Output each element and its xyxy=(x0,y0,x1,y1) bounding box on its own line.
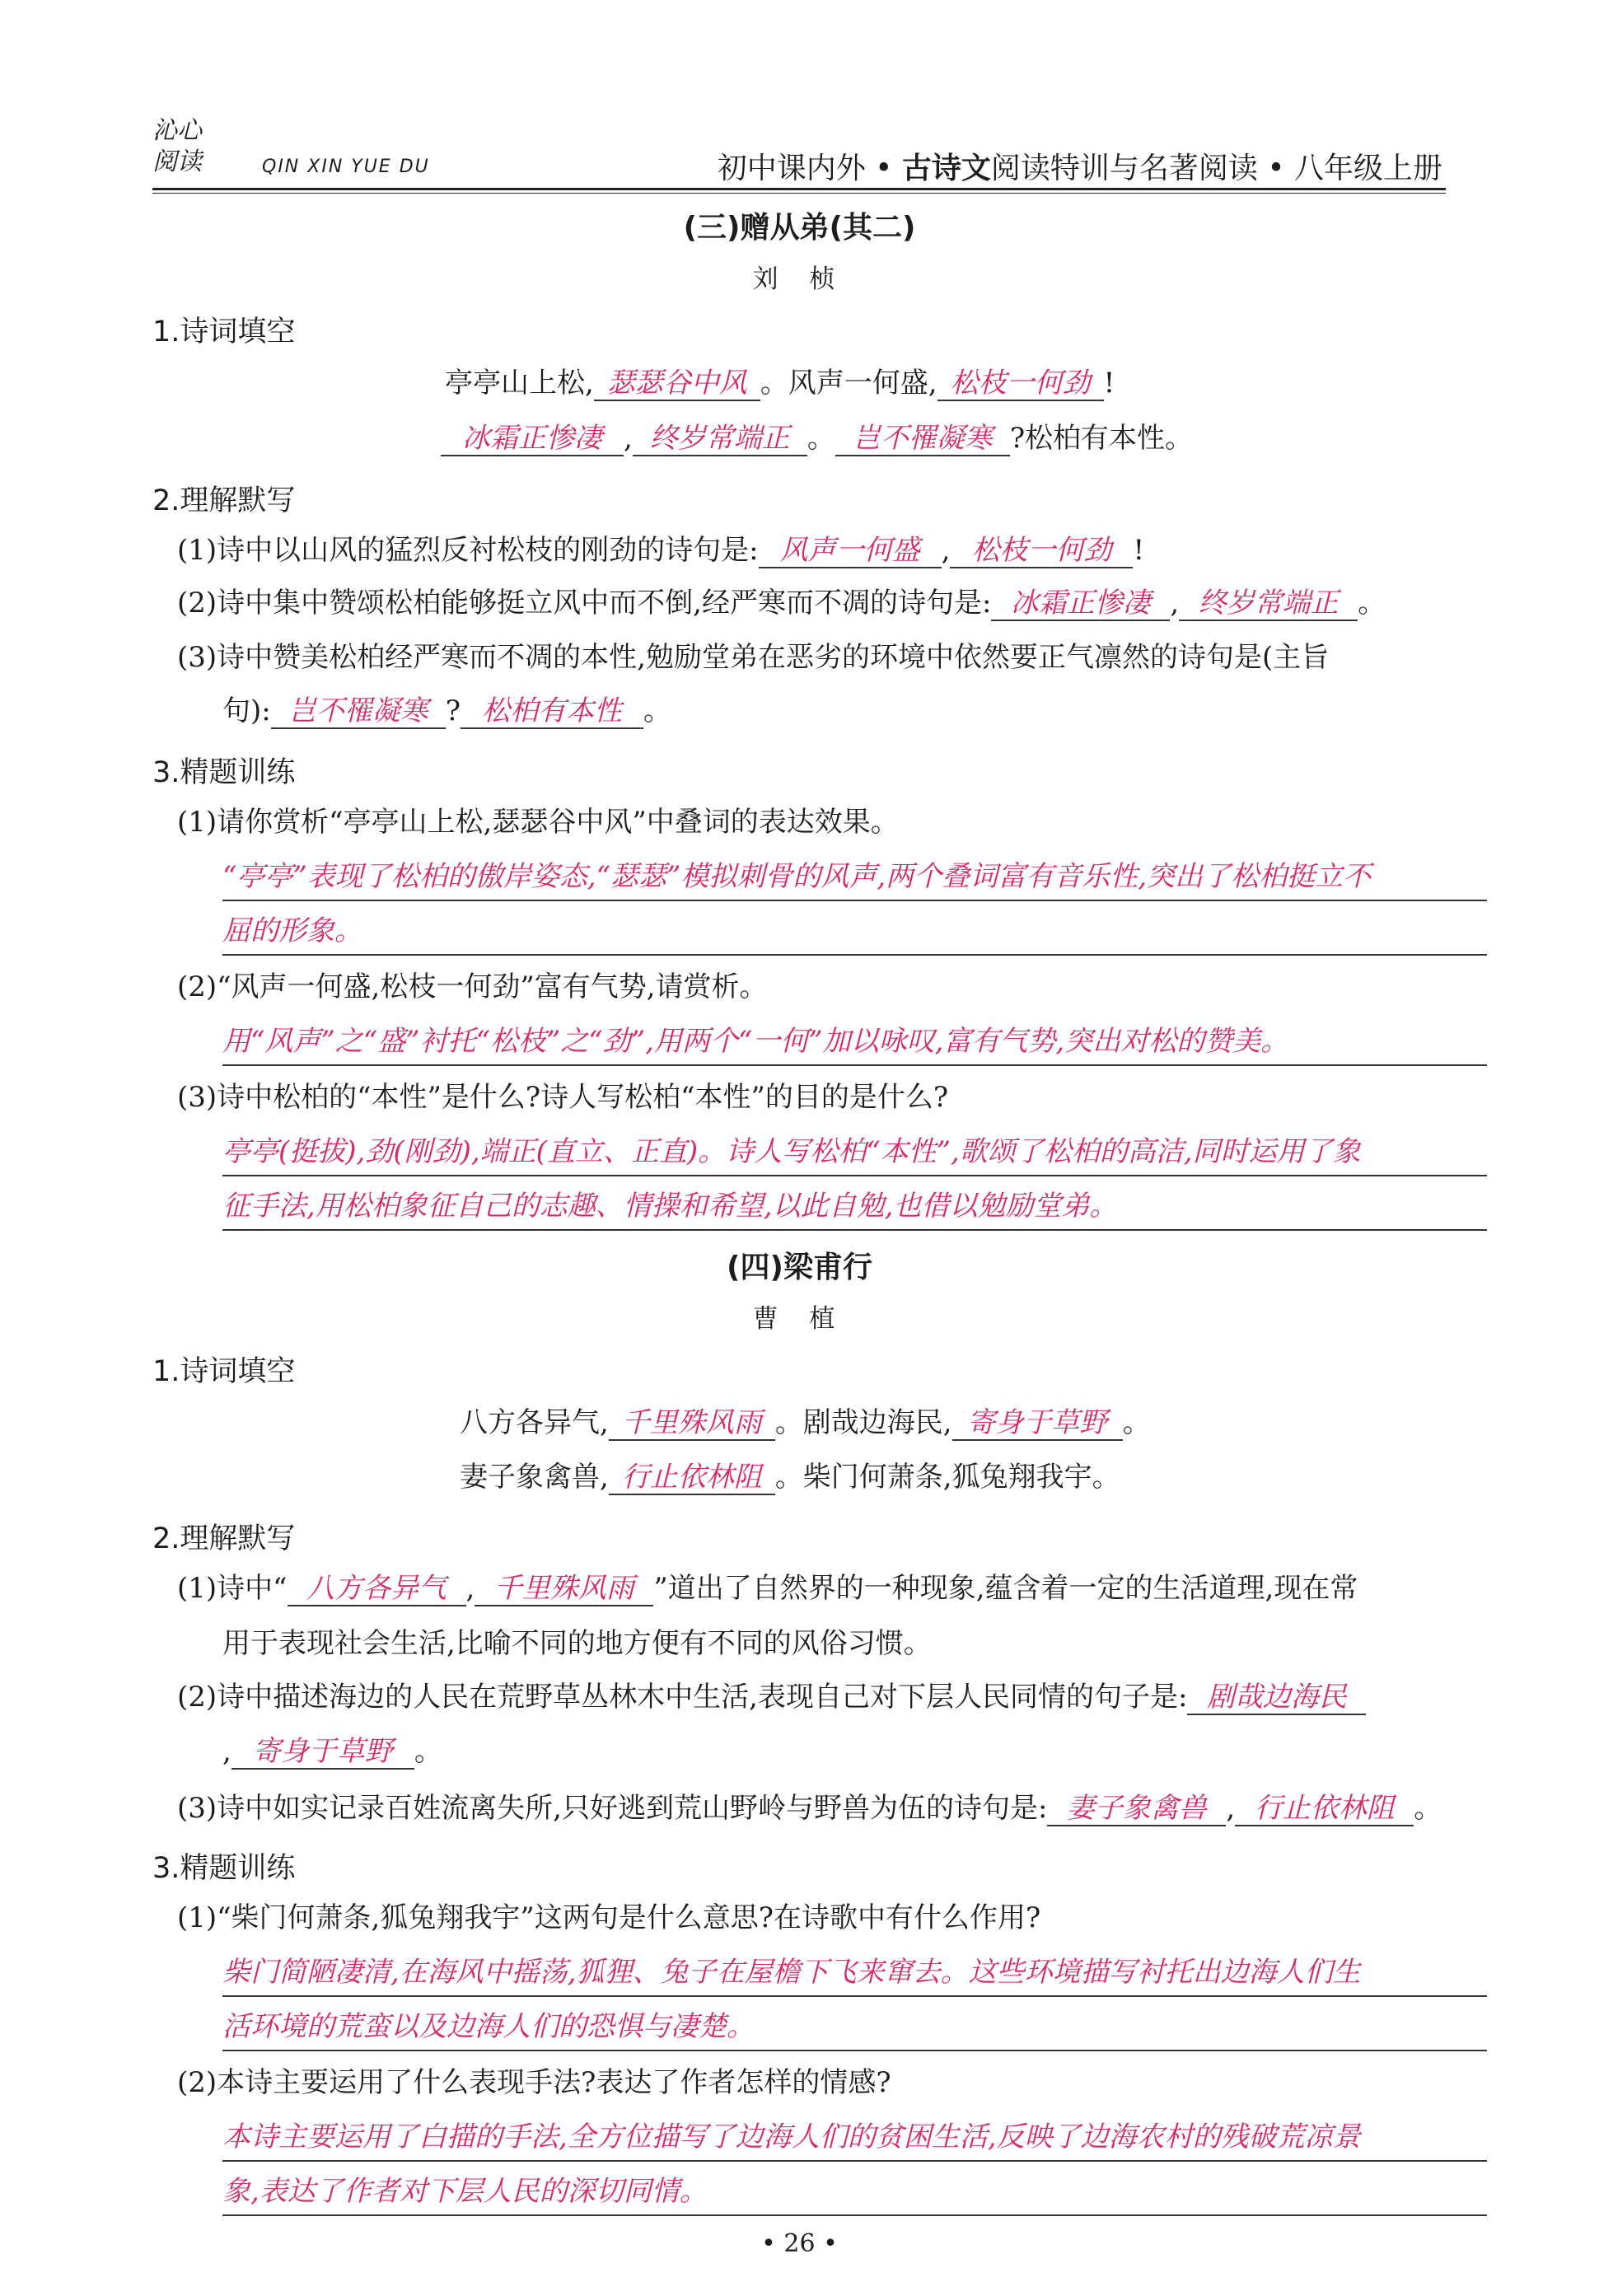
poem3-title: (三)赠从弟(其二) xyxy=(683,211,916,245)
poem4-understand-heading: 2.理解默写 xyxy=(152,1522,296,1555)
poem3-training-q1: (1)请你赏析“亭亭山上松,瑟瑟谷中风”中叠词的表达效果。 xyxy=(177,806,899,839)
answer-blank: 松枝一何劲 xyxy=(950,534,1133,568)
header-rule xyxy=(152,188,1446,190)
poem4-training-heading: 3.精题训练 xyxy=(152,1852,296,1885)
header-rule-thin xyxy=(152,193,1446,194)
poem3-training-q3: (3)诗中松柏的“本性”是什么?诗人写松柏“本性”的目的是什么? xyxy=(177,1081,949,1114)
poem3-understand-q2: (2)诗中集中赞颂松柏能够挺立风中而不倒,经严寒而不凋的诗句是: 冰霜正惨凄 , 终岁常端正 。 xyxy=(177,587,1386,620)
poem4-training-a1-line2: 活环境的荒蛮以及边海人们的恐惧与凄楚。 xyxy=(222,2008,1487,2051)
poem4-training-a1-line1: 柴门简陋凄清,在海风中摇荡,狐狸、兔子在屋檐下飞来窜去。这些环境描写衬托出边海人们生 xyxy=(222,1954,1487,1997)
poem3-author: 刘 桢 xyxy=(752,264,847,294)
poem4-understand-q1: (1)诗中“ 八方各异气 , 千里殊风雨 ”道出了自然界的一种现象,蕴含着一定的生活道理,现在常 xyxy=(177,1572,1358,1605)
answer-blank: 岂不罹凝寒 xyxy=(835,422,1010,456)
poem3-understand-q1: (1)诗中以山风的猛烈反衬松枝的刚劲的诗句是: 风声一何盛 , 松枝一何劲 ! xyxy=(177,534,1145,567)
poem4-training-q2: (2)本诗主要运用了什么表现手法?表达了作者怎样的情感? xyxy=(177,2066,891,2099)
poem3-training-heading: 3.精题训练 xyxy=(152,756,296,789)
answer-blank: 寄身于草野 xyxy=(231,1735,414,1770)
answer-blank: 松枝一何劲 xyxy=(937,367,1104,401)
series-logo xyxy=(152,115,243,189)
poem3-training-a2-line1: 用“风声”之“盛”衬托“松枝”之“劲”,用两个“一何”加以咏叹,富有气势,突出对松的赞美。 xyxy=(222,1023,1487,1066)
answer-blank: 冰霜正惨凄 xyxy=(441,422,624,456)
poem4-understand-q2-line2: , 寄身于草野 。 xyxy=(222,1735,442,1768)
answer-blank: 八方各异气 xyxy=(288,1572,466,1606)
answer-blank: 寄身于草野 xyxy=(952,1406,1123,1441)
page-number: • 26 • xyxy=(761,2229,838,2258)
poem3-training-a1-line2: 屈的形象。 xyxy=(222,913,1487,956)
answer-blank: 剧哉边海民 xyxy=(1187,1681,1366,1715)
answer-blank: 岂不罹凝寒 xyxy=(271,694,446,729)
poem4-understand-q3: (3)诗中如实记录百姓流离失所,只好逃到荒山野岭与野兽为伍的诗句是: 妻子象禽兽 , 行止依林阻 。 xyxy=(177,1792,1442,1825)
poem3-training-q2: (2)“风声一何盛,松枝一何劲”富有气势,请赏析。 xyxy=(177,970,768,1003)
poem3-training-a3-line1: 亭亭(挺拔),劲(刚劲),端正(直立、正直)。诗人写松柏“本性”,歌颂了松柏的高洁,同时运用了象 xyxy=(222,1134,1487,1176)
answer-blank: 松柏有本性 xyxy=(461,694,643,729)
poem4-training-a2-line1: 本诗主要运用了白描的手法,全方位描写了边海人们的贫困生活,反映了边海农村的残破荒凉景 xyxy=(222,2119,1487,2162)
poem4-training-q1: (1)“柴门何萧条,狐兔翔我宇”这两句是什么意思?在诗歌中有什么作用? xyxy=(177,1901,1041,1934)
answer-blank: 千里殊风雨 xyxy=(609,1406,775,1441)
answer-blank: 瑟瑟谷中风 xyxy=(594,367,760,401)
poem3-fill-line2: 冰霜正惨凄 , 终岁常端正 。 岂不罹凝寒 ?松柏有本性。 xyxy=(441,422,1193,456)
poem4-title: (四)梁甫行 xyxy=(727,1251,872,1284)
poem3-training-a1-line1: “亭亭”表现了松柏的傲岸姿态,“瑟瑟”模拟刺骨的风声,两个叠词富有音乐性,突出了松柏挺立不 xyxy=(222,858,1487,901)
poem4-training-a2-line2: 象,表达了作者对下层人民的深切同情。 xyxy=(222,2173,1487,2216)
poem4-fill-line1: 八方各异气, 千里殊风雨 。剧哉边海民, 寄身于草野 。 xyxy=(460,1406,1151,1439)
logo-line2: 阅读 xyxy=(152,147,202,176)
answer-blank: 终岁常端正 xyxy=(633,422,807,456)
book-title: 初中课内外 • 古诗文阅读特训与名著阅读 • 八年级上册 xyxy=(717,151,1442,185)
poem4-fill-heading: 1.诗词填空 xyxy=(152,1355,296,1388)
answer-blank: 行止依林阻 xyxy=(609,1461,775,1495)
poem3-understand-heading: 2.理解默写 xyxy=(152,484,296,517)
poem4-author: 曹 植 xyxy=(752,1304,847,1334)
poem3-training-a3-line2: 征手法,用松柏象征自己的志趣、情操和希望,以此自勉,也借以勉励堂弟。 xyxy=(222,1188,1487,1231)
poem3-fill-heading: 1.诗词填空 xyxy=(152,316,296,348)
answer-blank: 风声一何盛 xyxy=(759,534,942,568)
logo-line1: 沁心 xyxy=(152,116,202,145)
poem4-fill-line2: 妻子象禽兽, 行止依林阻 。柴门何萧条,狐兔翔我宇。 xyxy=(460,1461,1120,1494)
answer-blank: 千里殊风雨 xyxy=(475,1572,653,1606)
answer-blank: 终岁常端正 xyxy=(1179,587,1358,621)
answer-blank: 行止依林阻 xyxy=(1235,1792,1414,1826)
answer-blank: 冰霜正惨凄 xyxy=(991,587,1170,621)
poem4-understand-q2: (2)诗中描述海边的人民在荒野草丛林木中生活,表现自己对下层人民同情的句子是: 剧哉边海民 xyxy=(177,1681,1366,1715)
brand-text: QIN XIN YUE DU xyxy=(262,157,430,177)
poem3-fill-line1: 亭亭山上松, 瑟瑟谷中风 。风声一何盛, 松枝一何劲 ! xyxy=(445,367,1115,400)
poem3-understand-q3: (3)诗中赞美松柏经严寒而不凋的本性,勉励堂弟在恶劣的环境中依然要正气凛然的诗句是(主旨 xyxy=(177,641,1330,674)
poem3-understand-q3-line2: 句): 岂不罹凝寒 ? 松柏有本性 。 xyxy=(222,694,671,727)
poem4-understand-q1-line2: 用于表现社会生活,比喻不同的地方便有不同的风俗习惯。 xyxy=(222,1627,932,1660)
answer-blank: 妻子象禽兽 xyxy=(1047,1792,1226,1826)
